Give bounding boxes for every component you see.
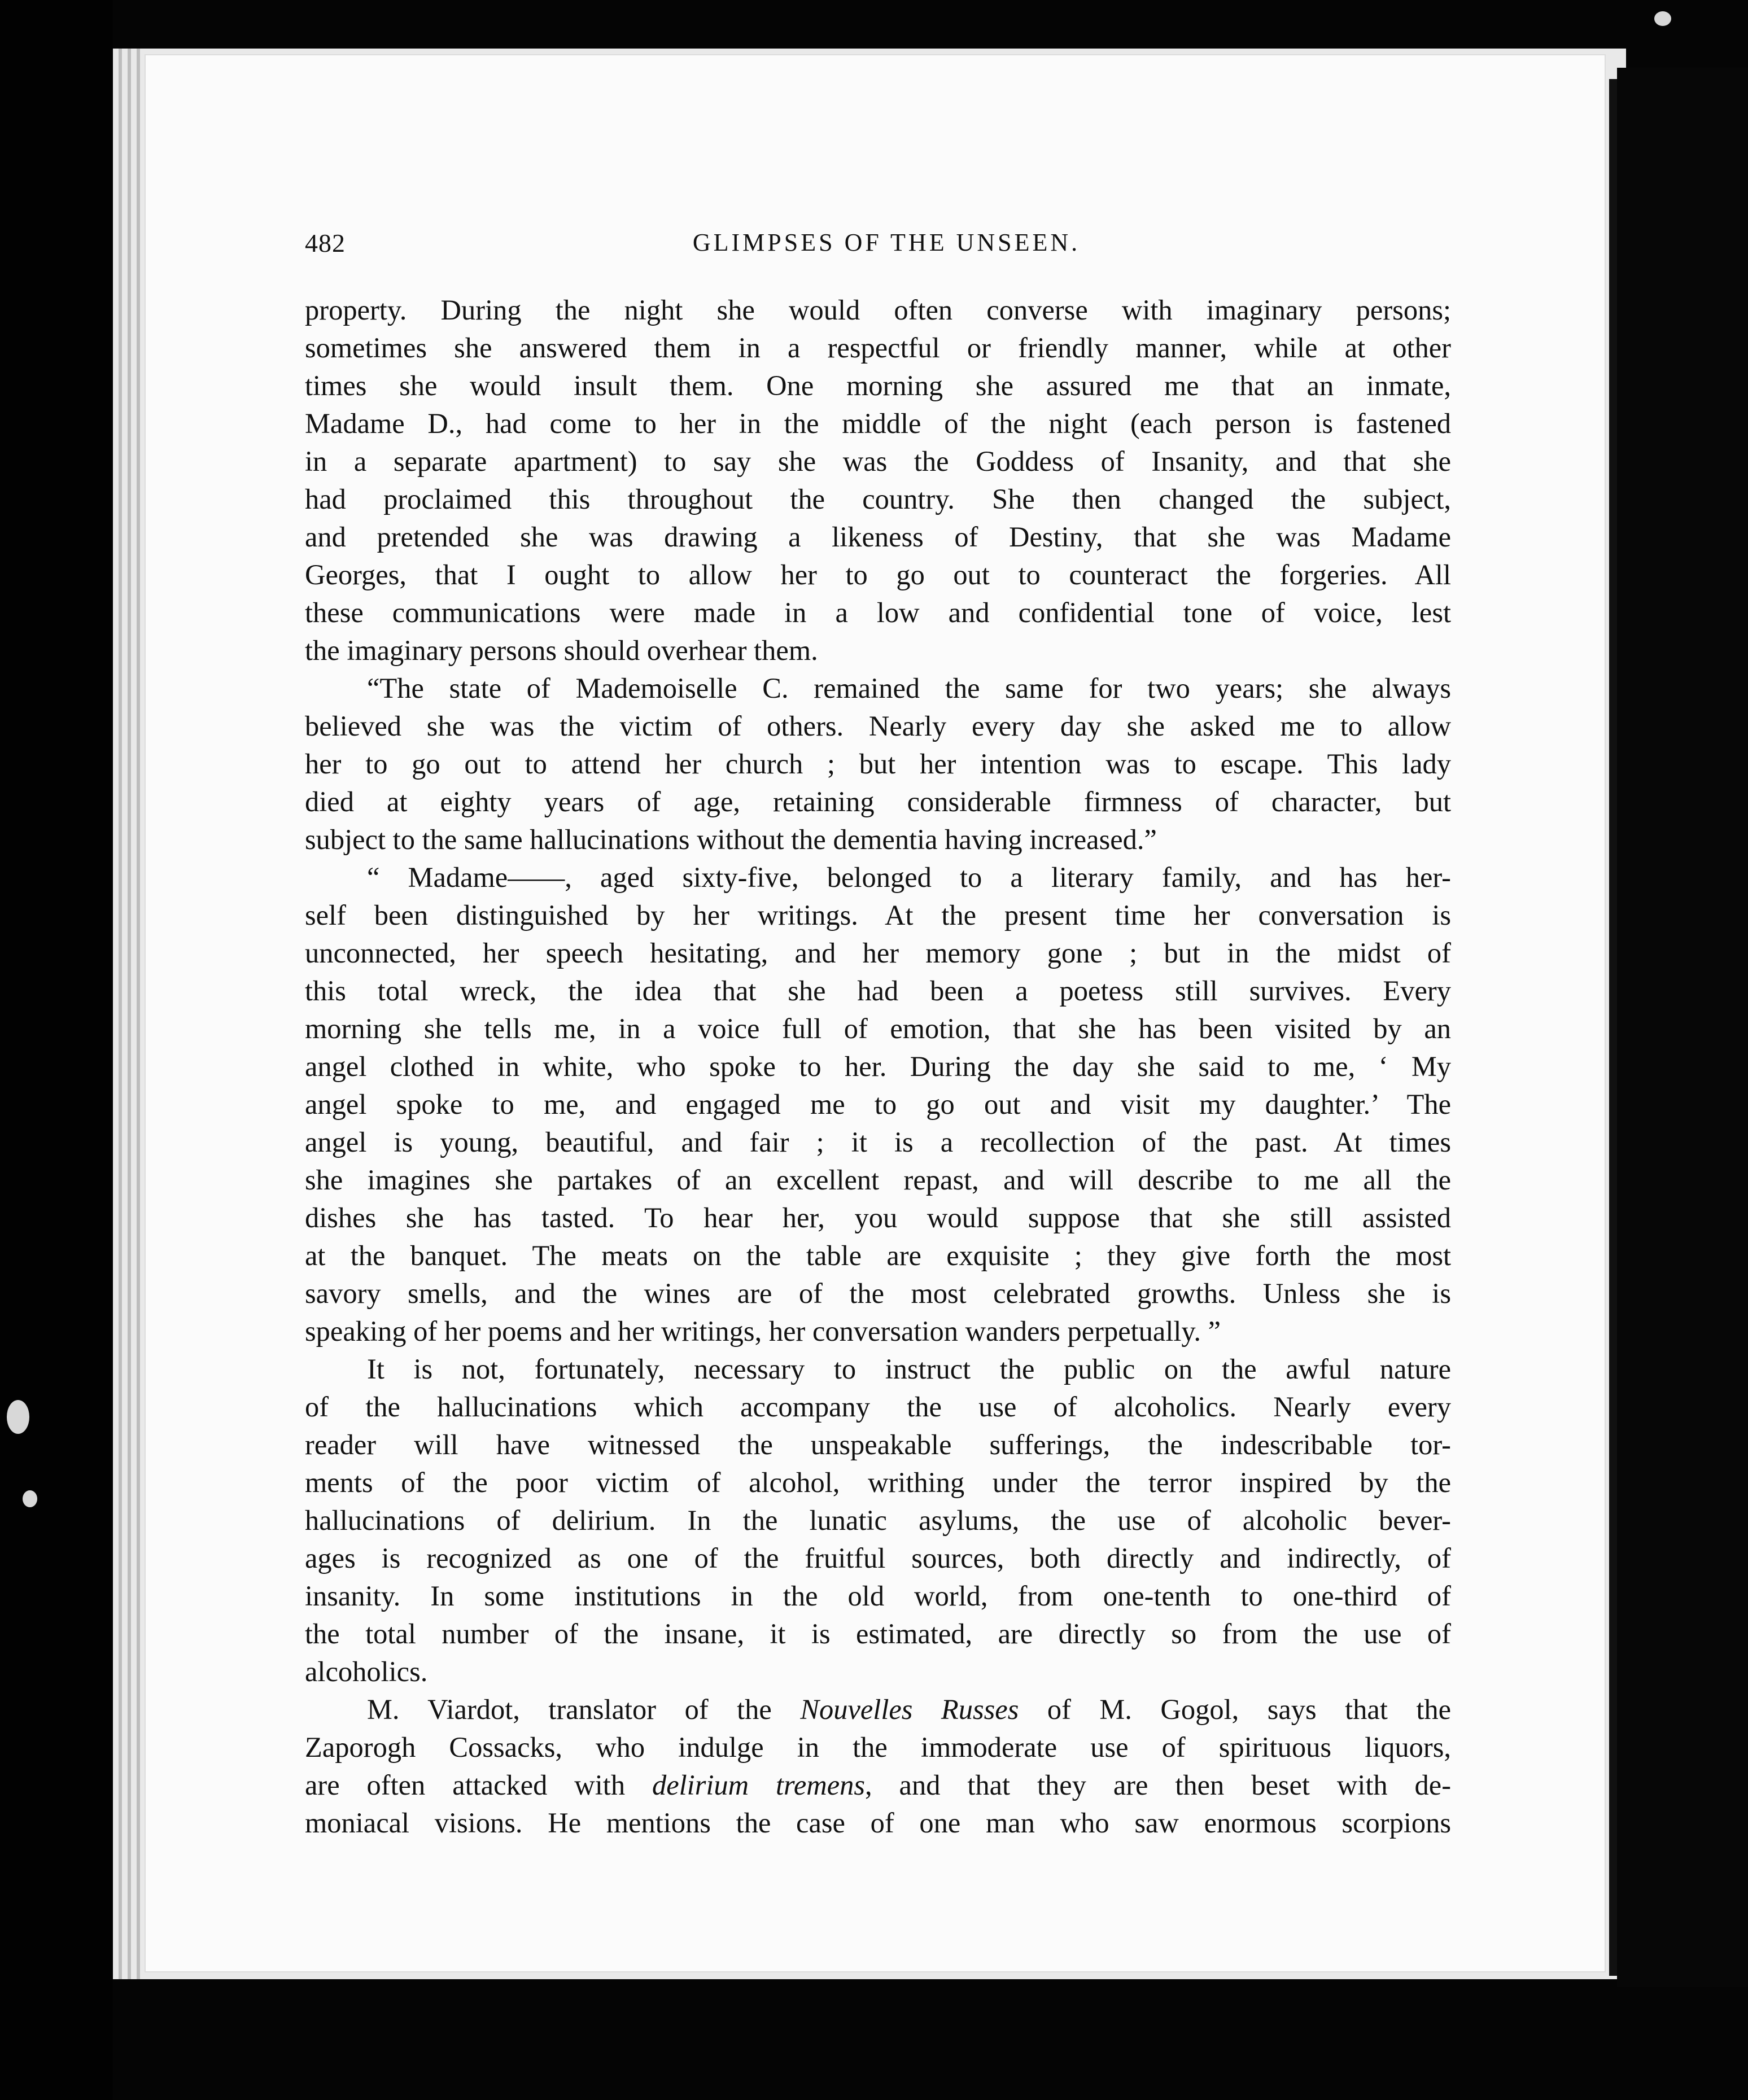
text-line: self been distinguished by her writings. At the present time her conversation is — [305, 899, 1451, 931]
scan-speck — [1654, 11, 1671, 26]
text-line: morning she tells me, in a voice full of emotion, that she has been visited by an — [305, 1013, 1451, 1044]
text-line: M. Viardot, translator of the Nouvelles Russes of M. Gogol, says that the — [367, 1694, 1452, 1725]
text-line: the total number of the insane, it is estimated, are directly so from the use of — [305, 1618, 1451, 1650]
text-line: these communications were made in a low and confidential tone of voice, lest — [305, 597, 1451, 628]
text-line: speaking of her poems and her writings, her conversation wanders perpetually. ” — [305, 1315, 1221, 1347]
italic-title: Nouvelles Russes — [800, 1694, 1019, 1725]
text-line: ments of the poor victim of alcohol, writhing under the terror inspired by the — [305, 1467, 1451, 1498]
text-line: “ Madame——, aged sixty-five, belonged to a literary family, and has her- — [367, 861, 1451, 893]
text-line: died at eighty years of age, retaining considerable firmness of character, but — [305, 786, 1451, 817]
text-line: unconnected, her speech hesitating, and her memory gone ; but in the midst of — [305, 937, 1451, 969]
text-lines — [305, 291, 1451, 1691]
text-line: her to go out to attend her church ; but her intention was to escape. This lady — [305, 748, 1451, 780]
text-line: It is not, fortunately, necessary to instruct the public on the awful nature — [367, 1353, 1451, 1385]
text-line: reader will have witnessed the unspeakable sufferings, the indescribable tor- — [305, 1429, 1451, 1460]
body-text — [305, 291, 1451, 1842]
text-line: angel spoke to me, and engaged me to go out and visit my daughter.’ The — [305, 1088, 1451, 1120]
text-line: subject to the same hallucinations without the dementia having increased.” — [305, 824, 1157, 855]
text-line: insanity. In some institutions in the old world, from one-tenth to one-third of — [305, 1580, 1451, 1612]
text-line: at the banquet. The meats on the table are exquisite ; they give forth the most — [305, 1240, 1451, 1271]
text-line: had proclaimed this throughout the country. She then changed the subject, — [305, 483, 1451, 515]
running-title: GLIMPSES OF THE UNSEEN. — [692, 229, 1081, 256]
right-page-edge — [1609, 79, 1617, 1976]
running-head — [305, 228, 1468, 268]
text-line: of the hallucinations which accompany the use of alcoholics. Nearly every — [305, 1391, 1451, 1423]
text-line: she imagines she partakes of an excellent repast, and will describe to me all the — [305, 1164, 1451, 1196]
text-line: property. During the night she would often converse with imaginary persons; — [305, 294, 1451, 326]
page-edge — [137, 49, 140, 1979]
text-line: “The state of Mademoiselle C. remained the same for two years; she always — [367, 672, 1451, 704]
page-number: 482 — [305, 229, 346, 257]
text-line: hallucinations of delirium. In the lunatic asylums, the use of alcoholic bever- — [305, 1504, 1451, 1536]
text-line: savory smells, and the wines are of the most celebrated growths. Unless she is — [305, 1278, 1451, 1309]
italic-term: delirium tremens — [652, 1769, 866, 1801]
facing-page-shadow — [1617, 68, 1748, 1987]
book-spine-shadow — [0, 0, 113, 2100]
text-line: dishes she has tasted. To hear her, you would suppose that she still assisted — [305, 1202, 1451, 1233]
scan-speck — [23, 1490, 37, 1507]
scan-speck — [7, 1400, 29, 1434]
text-line: moniacal visions. He mentions the case of one man who saw enormous scorpions — [305, 1807, 1451, 1839]
text-line: ages is recognized as one of the fruitful sources, both directly and indirectly, of — [305, 1542, 1451, 1574]
page-edge — [128, 49, 131, 1979]
text-line: and pretended she was drawing a likeness of Destiny, that she was Madame — [305, 521, 1451, 553]
text-line: are often attacked with delirium tremens, and that they are then beset with de- — [305, 1769, 1452, 1801]
text-line: angel clothed in white, who spoke to her. During the day she said to me, ‘ My — [305, 1051, 1451, 1082]
text-line: alcoholics. — [305, 1656, 428, 1687]
text-line: Georges, that I ought to allow her to go out to counteract the forgeries. All — [305, 559, 1451, 590]
page-edge — [119, 49, 122, 1979]
text-line: angel is young, beautiful, and fair ; it is a recollection of the past. At times — [305, 1126, 1451, 1158]
text-line: Madame D., had come to her in the middle of the night (each person is fastened — [305, 408, 1451, 439]
text-line: the imaginary persons should overhear them. — [305, 635, 818, 666]
text-line: believed she was the victim of others. Nearly every day she asked me to allow — [305, 710, 1451, 742]
text-line: in a separate apartment) to say she was the Goddess of Insanity, and that she — [305, 445, 1451, 477]
text-line: this total wreck, the idea that she had been a poetess still survives. Every — [305, 975, 1451, 1007]
text-line: times she would insult them. One morning she assured me that an inmate, — [305, 370, 1451, 401]
text-line: Zaporogh Cossacks, who indulge in the immoderate use of spirituous liquors, — [305, 1731, 1451, 1763]
text-line: sometimes she answered them in a respectful or friendly manner, while at other — [305, 332, 1451, 364]
